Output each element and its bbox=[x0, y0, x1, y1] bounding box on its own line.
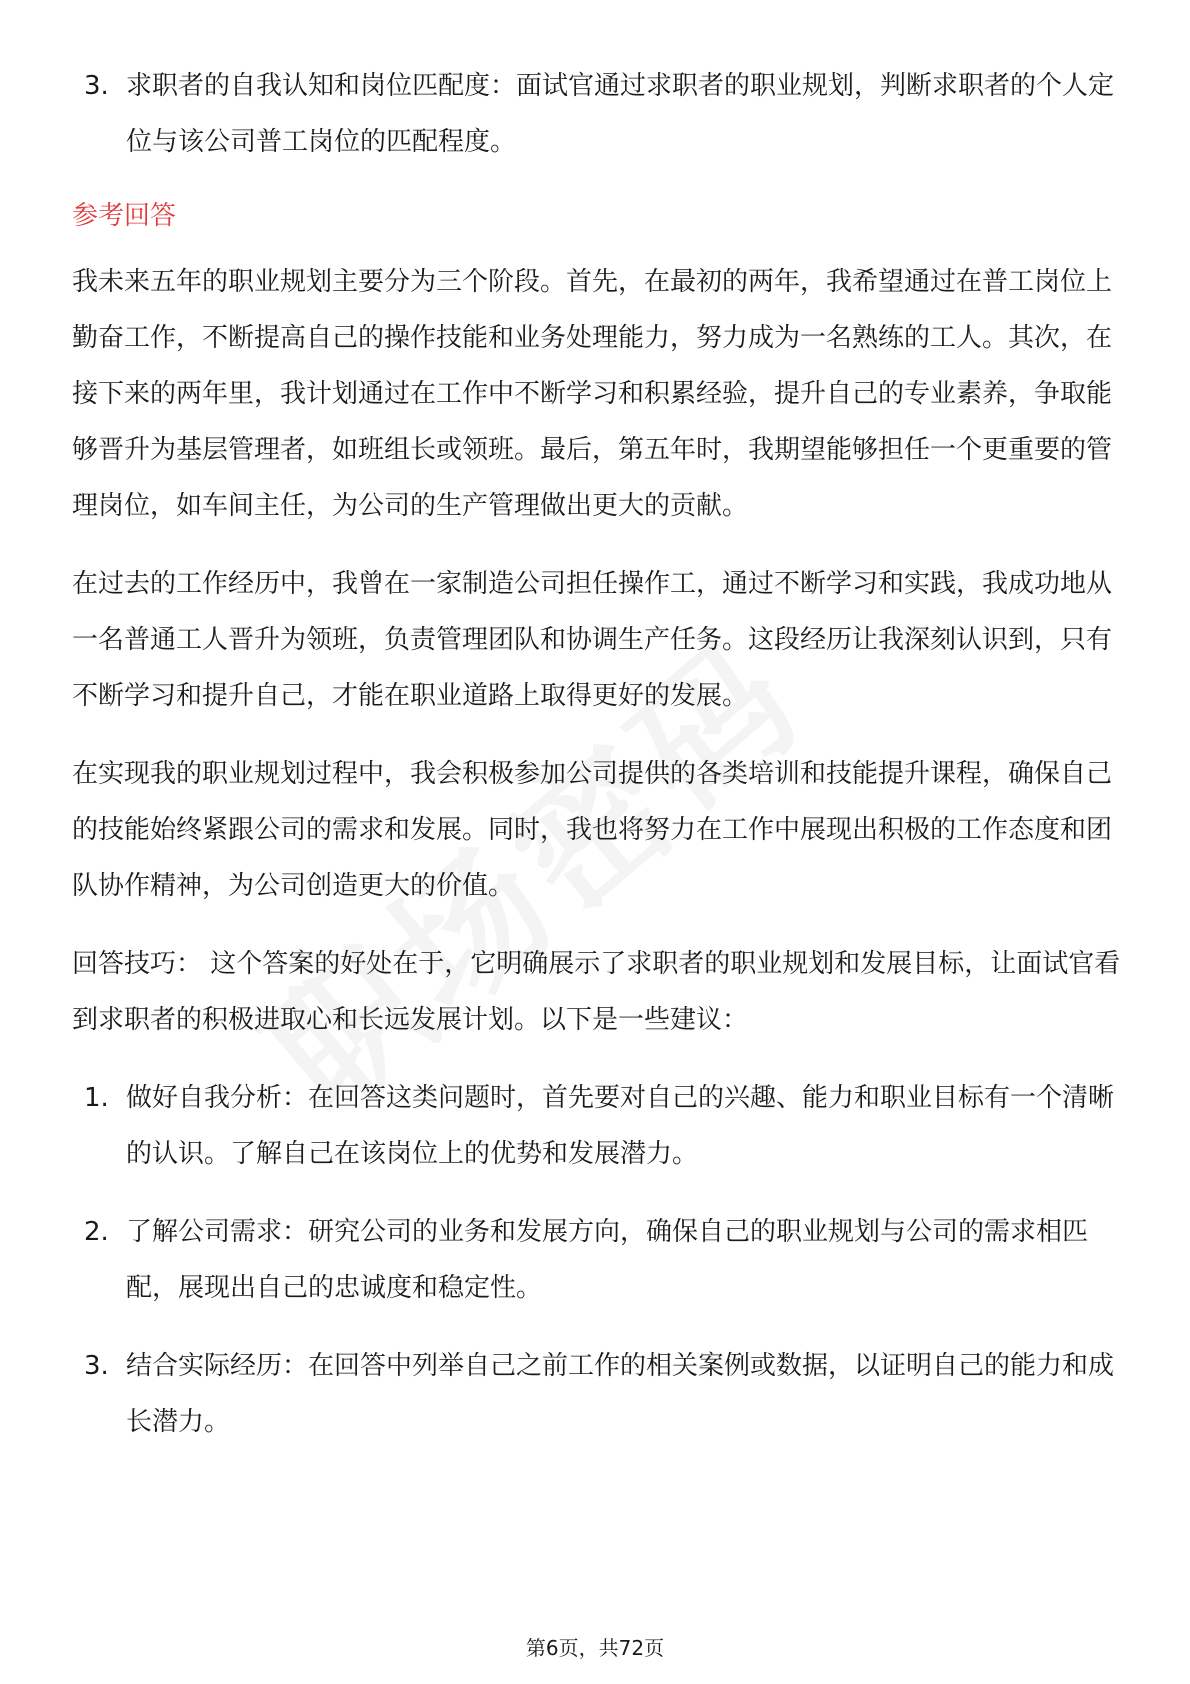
list-item bbox=[72, 58, 1122, 170]
page-content bbox=[72, 58, 1122, 1450]
list-text: 求职者的自我认知和岗位匹配度：面试官通过求职者的职业规划，判断求职者的个人定位与该公司普工岗位的匹配程度。 bbox=[126, 71, 1115, 157]
list-text: 结合实际经历：在回答中列举自己之前工作的相关案例或数据，以证明自己的能力和成长潜力。 bbox=[126, 1351, 1115, 1437]
list-item bbox=[72, 1204, 1122, 1316]
list-text: 做好自我分析：在回答这类问题时，首先要对自己的兴趣、能力和职业目标有一个清晰的认识。了解自己在该岗位上的优势和发展潜力。 bbox=[126, 1083, 1115, 1169]
paragraph: 在实现我的职业规划过程中，我会积极参加公司提供的各类培训和技能提升课程，确保自己的技能始终紧跟公司的需求和发展。同时，我也将努力在工作中展现出积极的工作态度和团队协作精神，为公司创造更大的价值。 bbox=[72, 759, 1113, 901]
section-heading: 参考回答 bbox=[72, 201, 177, 231]
list-text: 了解公司需求：研究公司的业务和发展方向，确保自己的职业规划与公司的需求相匹配，展现出自己的忠诚度和稳定性。 bbox=[126, 1217, 1089, 1303]
list-number: 1. bbox=[84, 1083, 109, 1113]
paragraph: 回答技巧： 这个答案的好处在于，它明确展示了求职者的职业规划和发展目标，让面试官看到求职者的积极进取心和长远发展计划。以下是一些建议： bbox=[72, 949, 1121, 1035]
list-item bbox=[72, 1070, 1122, 1182]
paragraph: 在过去的工作经历中，我曾在一家制造公司担任操作工，通过不断学习和实践，我成功地从一名普通工人晋升为领班，负责管理团队和协调生产任务。这段经历让我深刻认识到，只有不断学习和提升自己，才能在职业道路上取得更好的发展。 bbox=[72, 569, 1113, 711]
page-footer: 第6页，共72页 bbox=[525, 1636, 665, 1660]
list-number: 3. bbox=[84, 1351, 109, 1381]
paragraph: 我未来五年的职业规划主要分为三个阶段。首先，在最初的两年，我希望通过在普工岗位上勤奋工作，不断提高自己的操作技能和业务处理能力，努力成为一名熟练的工人。其次，在接下来的两年里，我计划通过在工作中不断学习和积累经验，提升自己的专业素养，争取能够晋升为基层管理者，如班组长或领班。最后，第五年时，我期望能够担任一个更重要的管理岗位，如车间主任，为公司的生产管理做出更大的贡献。 bbox=[72, 267, 1113, 521]
list-number: 3. bbox=[84, 71, 109, 101]
list-item bbox=[72, 1338, 1122, 1450]
list-number: 2. bbox=[84, 1217, 109, 1247]
